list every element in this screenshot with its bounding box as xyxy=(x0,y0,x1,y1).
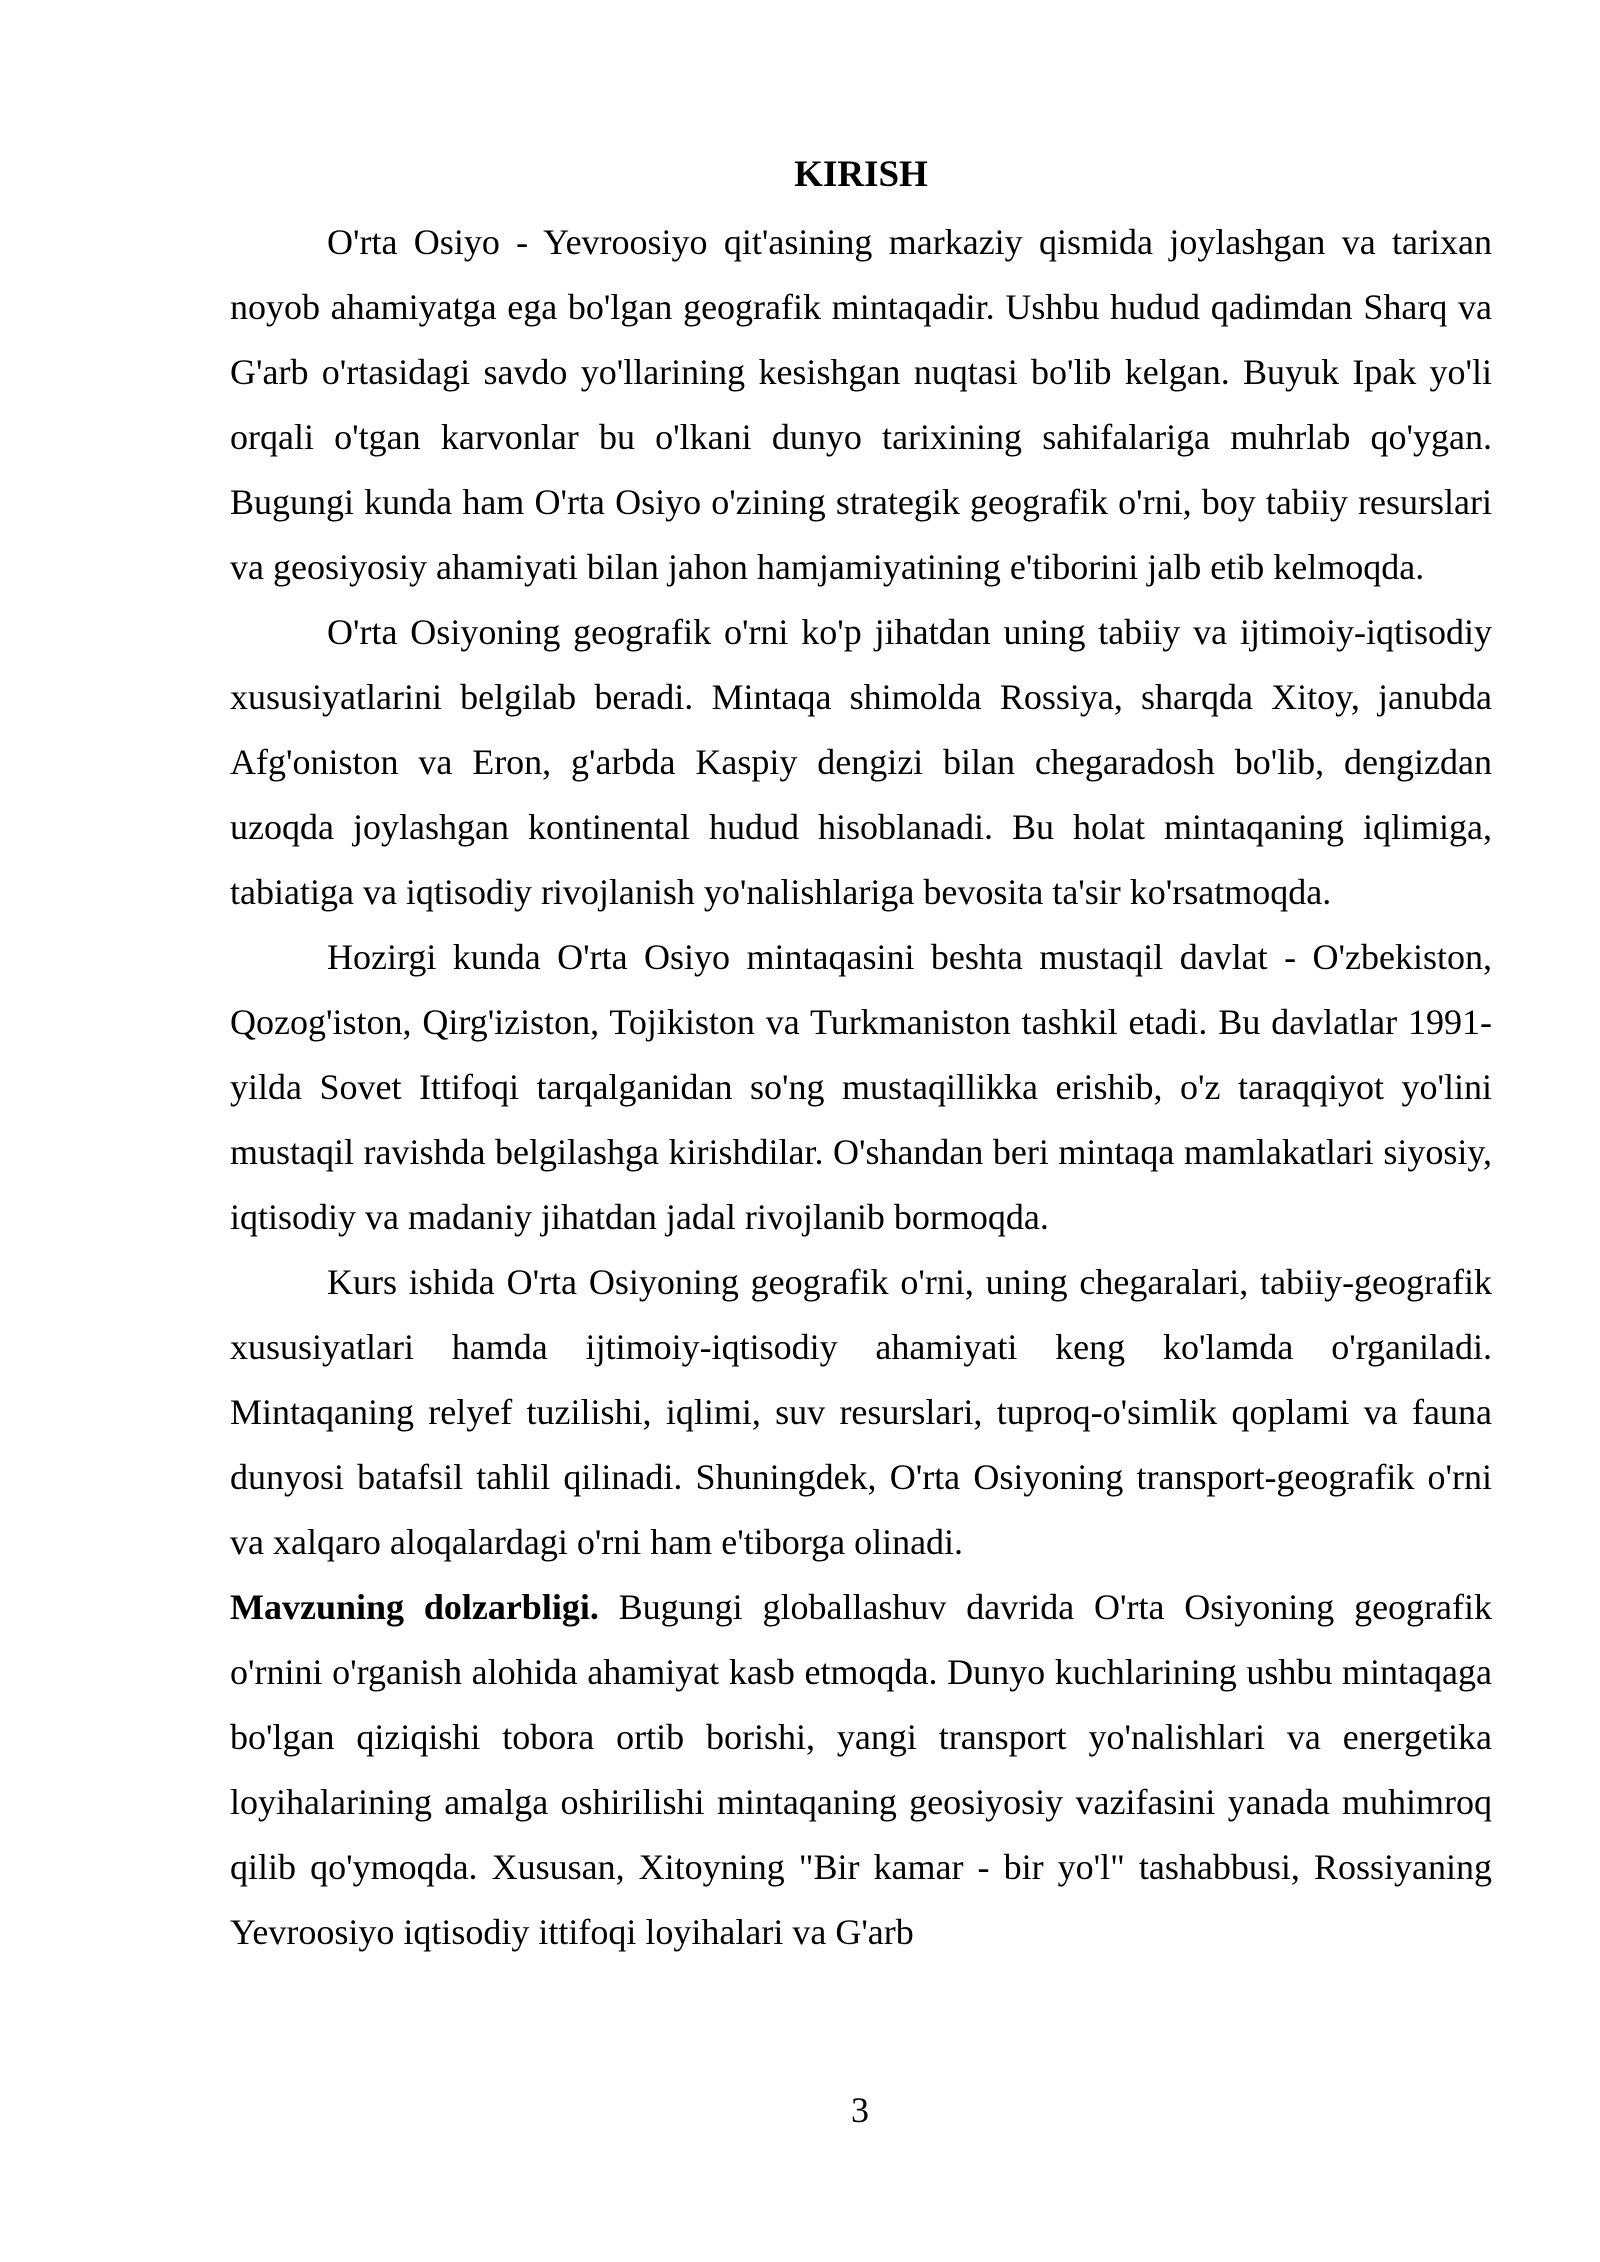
paragraph-geographic-position: O'rta Osiyoning geografik o'rni ko'p jihatdan uning tabiiy va ijtimoiy-iqtisodiy xususiyatlarini belgilab beradi. Mintaqa shimolda Rossiya, sharqda Xitoy, janubda Afg'oniston va Eron, g'arbda Kaspiy dengizi bilan chegaradosh bo'lib, dengizdan uzoqda joylashgan kontinental hudud hisoblanadi. Bu holat mintaqaning iqlimiga, tabiatiga va iqtisodiy rivojlanish yo'nalishlariga bevosita ta'sir ko'rsatmoqda. xyxy=(230,612,1492,912)
page-number: 3 xyxy=(851,2090,869,2130)
paragraph-course-work: Kurs ishida O'rta Osiyoning geografik o'rni, uning chegaralari, tabiiy-geografik xususiyatlari hamda ijtimoiy-iqtisodiy ahamiyati keng ko'lamda o'rganiladi. Mintaqaning relyef tuzilishi, iqlimi, suv resurslari, tuproq-o'simlik qoplami va fauna dunyosi batafsil tahlil qilinadi. Shuningdek, O'rta Osiyoning transport-geografik o'rni va xalqaro aloqalardagi o'rni ham e'tiborga olinadi. xyxy=(230,1262,1492,1562)
paragraph-intro: O'rta Osiyo - Yevroosiyo qit'asining markaziy qismida joylashgan va tarixan noyob ahamiyatga ega bo'lgan geografik mintaqadir. Ushbu hudud qadimdan Sharq va G'arb o'rtasidagi savdo yo'llarining kesishgan nuqtasi bo'lib kelgan. Buyuk Ipak yo'li orqali o'tgan karvonlar bu o'lkani dunyo tarixining sahifalariga muhrlab qo'ygan. Bugungi kunda ham O'rta Osiyo o'zining strategik geografik o'rni, boy tabiiy resurslari va geosiyosiy ahamiyati bilan jahon hamjamiyatining e'tiborini jalb etib kelmoqda. xyxy=(230,222,1492,587)
paragraph-relevance xyxy=(230,1575,1492,1965)
relevance-text: Bugungi globallashuv davrida O'rta Osiyoning geografik o'rnini o'rganish alohida ahamiyat kasb etmoqda. Dunyo kuchlarining ushbu mintaqaga bo'lgan qiziqishi tobora ortib borishi, yangi transport yo'nalishlari va energetika loyihalarining amalga oshirilishi mintaqaning geosiyosiy vazifasini yanada muhimroq qilib qo'ymoqda. Xususan, Xitoyning "Bir kamar - bir yo'l" tashabbusi, Rossiyaning Yevroosiyo iqtisodiy ittifoqi loyihalari va G'arb xyxy=(230,1587,1492,1952)
document-body xyxy=(230,210,1492,1965)
relevance-label: Mavzuning dolzarbligi. xyxy=(230,1587,599,1627)
paragraph-states: Hozirgi kunda O'rta Osiyo mintaqasini beshta mustaqil davlat - O'zbekiston, Qozog'iston, Qirg'iziston, Tojikiston va Turkmaniston tashkil etadi. Bu davlatlar 1991-yilda Sovet Ittifoqi tarqalganidan so'ng mustaqillikka erishib, o'z taraqqiyot yo'lini mustaqil ravishda belgilashga kirishdilar. O'shandan beri mintaqa mamlakatlari siyosiy, iqtisodiy va madaniy jihatdan jadal rivojlanib bormoqda. xyxy=(230,937,1492,1237)
page-heading: KIRISH xyxy=(794,154,928,195)
